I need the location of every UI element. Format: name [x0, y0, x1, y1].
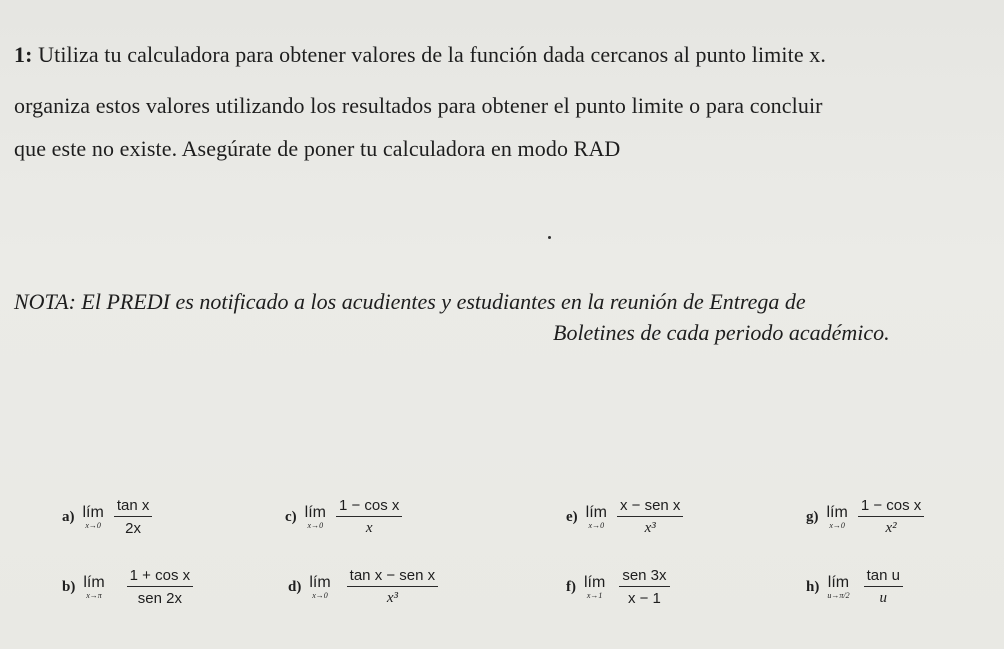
intro-line-3: que este no existe. Asegúrate de poner tu calculadora en modo RAD — [14, 136, 621, 161]
fraction: $\frac{\text{1 − cos x}}{x}$ — [336, 497, 402, 537]
problem-c — [285, 497, 402, 537]
problem-label: c) — [285, 508, 297, 525]
limit-operator: lím x→0 — [826, 503, 848, 530]
problem-label: f) — [566, 578, 576, 595]
fraction: $\frac{\text{x − sen x}}{\text{x³}}$ — [617, 497, 683, 537]
limit-operator: lím x→π — [83, 573, 105, 600]
nota-line-1: NOTA: El PREDI es notificado a los acudientes y estudiantes en la reunión de Entrega de — [14, 289, 806, 314]
limit-operator: lím x→0 — [585, 503, 607, 530]
fraction: $\frac{\text{sen 3x}}{x - 1}$ — [619, 567, 669, 607]
intro-line-1 — [14, 42, 826, 68]
problem-f — [566, 567, 670, 607]
fraction: $\frac{\text{tan x}}{2x}$ — [114, 497, 153, 537]
paper-speck — [548, 236, 551, 239]
limit-operator: lím x→0 — [82, 503, 104, 530]
problem-a — [62, 497, 152, 537]
problem-label: b) — [62, 578, 76, 595]
fraction: $\frac{\text{1 + cos x}}{\text{sen 2x}}$ — [127, 567, 193, 607]
fraction: $\frac{\text{1 − cos x}}{\text{x²}}$ — [858, 497, 924, 537]
problem-d — [288, 567, 438, 607]
limit-operator: lím x→1 — [584, 573, 606, 600]
intro-text-1: Utiliza tu calculadora para obtener valores de la función dada cercanos al punto limite x. — [38, 42, 826, 67]
limit-operator: lím x→0 — [309, 573, 331, 600]
problem-label: h) — [806, 578, 820, 595]
problem-g — [806, 497, 924, 537]
problem-h — [806, 567, 903, 607]
problem-label: d) — [288, 578, 302, 595]
exercise-number: 1: — [14, 42, 33, 67]
intro-line-2: organiza estos valores utilizando los resultados para obtener el punto limite o para concluir — [14, 93, 823, 118]
fraction: $\frac{\text{tan u}}{u}$ — [864, 567, 903, 607]
problem-b — [62, 567, 193, 607]
problem-label: a) — [62, 508, 75, 525]
problem-e — [566, 497, 683, 537]
limit-operator: lím x→0 — [304, 503, 326, 530]
problem-label: g) — [806, 508, 819, 525]
problem-label: e) — [566, 508, 578, 525]
nota-line-2: Boletines de cada periodo académico. — [553, 320, 890, 345]
limit-operator: lím u→π/2 — [827, 573, 850, 600]
fraction: $\frac{\text{tan x − sen x}}{\text{x³}}$ — [347, 567, 438, 607]
